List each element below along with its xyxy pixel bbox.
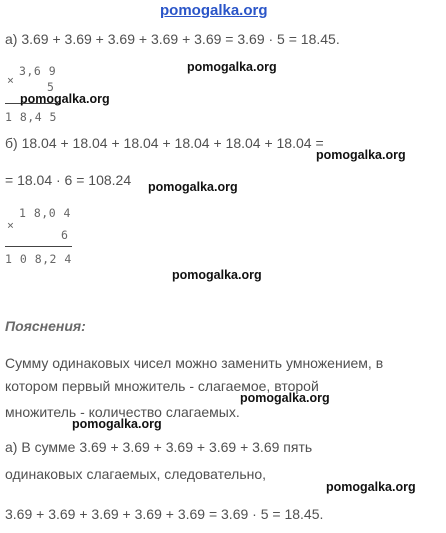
- explanation-para3: 3.69 + 3.69 + 3.69 + 3.69 + 3.69 = 3.69 · 5 = 18.45.: [5, 506, 324, 522]
- watermark: pomogalka.org: [316, 148, 406, 162]
- part-b-equation-line1: б) 18.04 + 18.04 + 18.04 + 18.04 + 18.04 + 18.04 =: [5, 135, 324, 151]
- watermark: pomogalka.org: [326, 480, 416, 494]
- explanation-para1-line2: котором первый множитель - слагаемое, второй: [5, 378, 319, 394]
- explanation-heading: Пояснения:: [5, 318, 86, 334]
- part-a-multiplicand: 3,6 9: [19, 64, 57, 78]
- watermark: pomogalka.org: [72, 417, 162, 431]
- explanation-para2-line2: одинаковых слагаемых, следовательно,: [5, 466, 267, 482]
- watermark: pomogalka.org: [148, 180, 238, 194]
- watermark: pomogalka.org: [240, 391, 330, 405]
- part-b-multiplicand: 1 8,0 4: [19, 206, 71, 220]
- part-a-result: 1 8,4 5: [5, 110, 57, 124]
- part-b-multiplier: 6: [61, 228, 69, 242]
- part-b-result: 1 0 8,2 4: [5, 252, 72, 266]
- part-a-equation: а) 3.69 + 3.69 + 3.69 + 3.69 + 3.69 = 3.69 · 5 = 18.45.: [5, 31, 340, 47]
- watermark: pomogalka.org: [187, 60, 277, 74]
- part-a-column-op: ×: [7, 73, 15, 87]
- part-a-multiplier: 5: [47, 80, 55, 94]
- explanation-para2-line1: а) В сумме 3.69 + 3.69 + 3.69 + 3.69 + 3.69 пять: [5, 439, 313, 455]
- watermark: pomogalka.org: [20, 92, 110, 106]
- explanation-para1-line3: множитель - количество слагаемых.: [5, 404, 240, 420]
- part-b-column-rule: [5, 246, 72, 247]
- explanation-para1-line1: Сумму одинаковых чисел можно заменить умножением, в: [5, 355, 384, 371]
- part-b-equation-line2: = 18.04 · 6 = 108.24: [5, 172, 132, 188]
- watermark: pomogalka.org: [172, 268, 262, 282]
- part-b-column-op: ×: [7, 218, 15, 232]
- watermark-top: pomogalka.org: [160, 2, 268, 19]
